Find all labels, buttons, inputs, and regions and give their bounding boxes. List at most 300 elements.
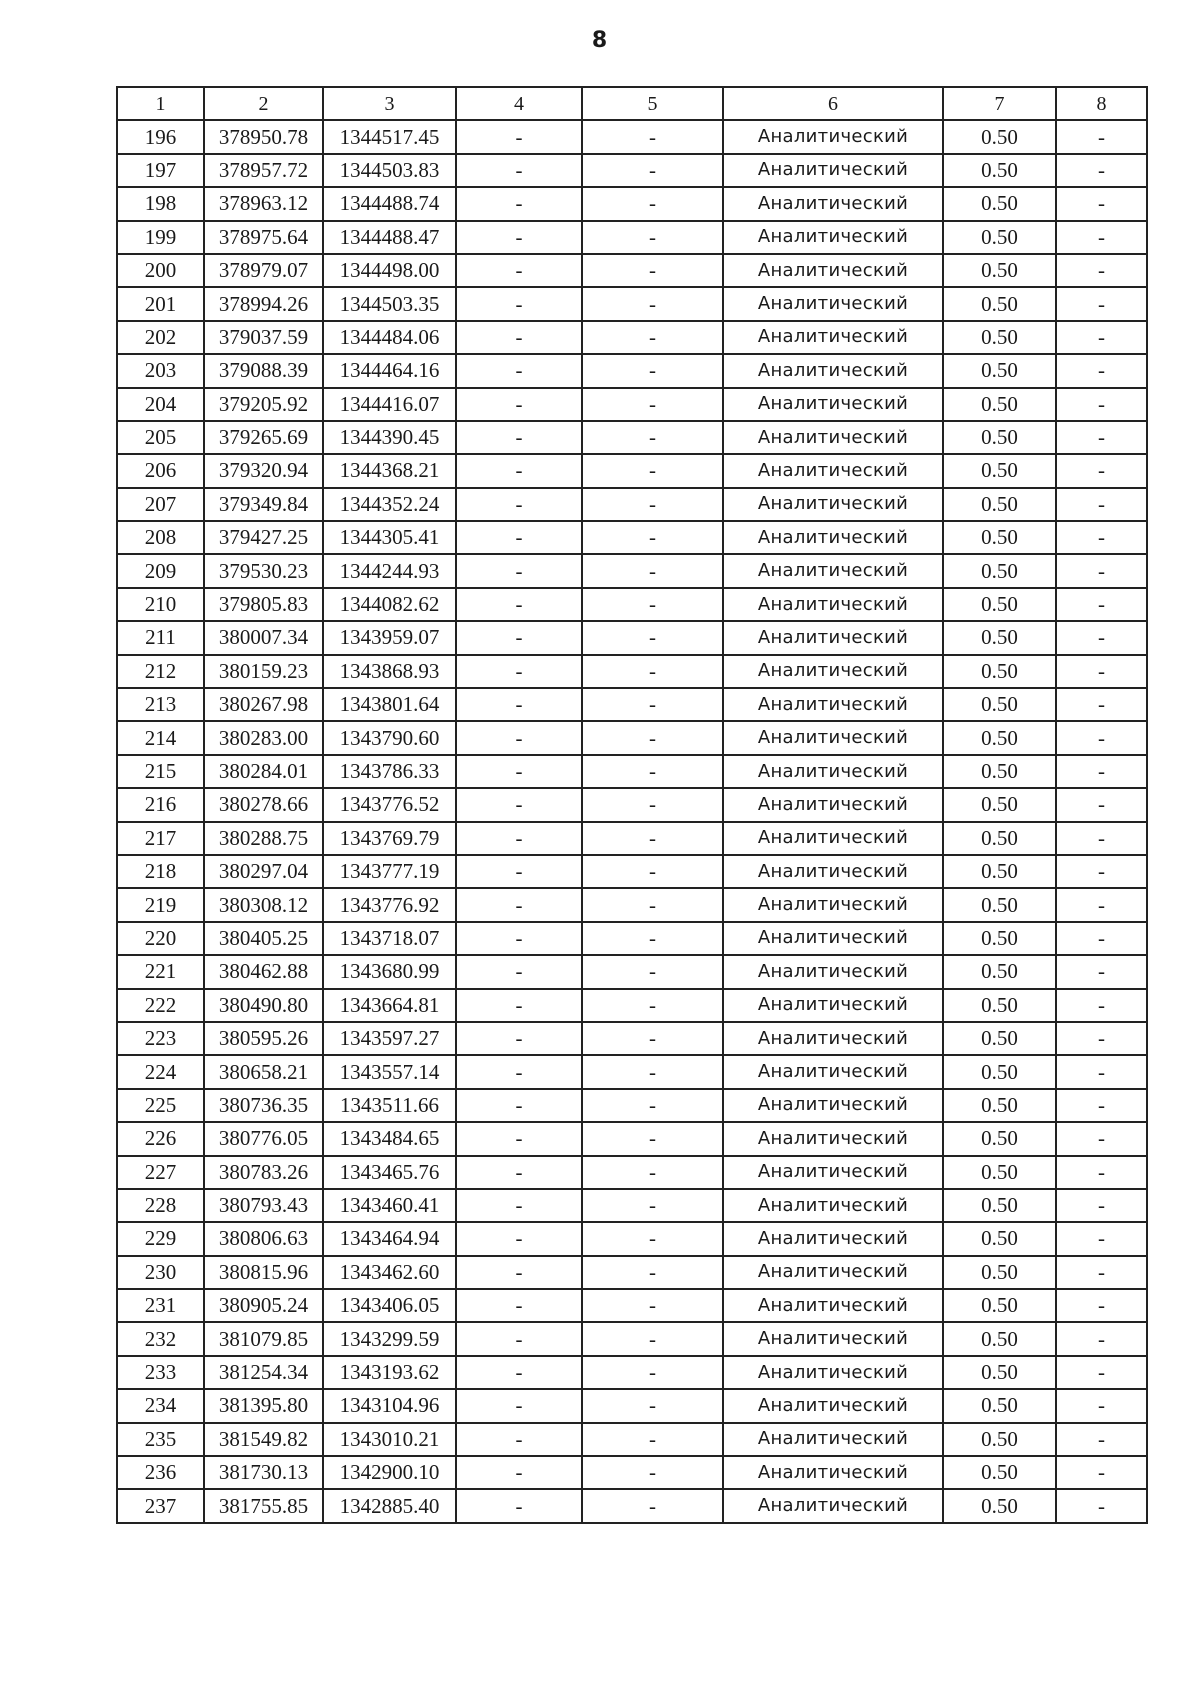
col8-cell: - bbox=[1056, 855, 1147, 888]
y-coordinate-cell: 1344368.21 bbox=[323, 454, 456, 487]
x-coordinate-cell: 380806.63 bbox=[204, 1222, 323, 1255]
table-row bbox=[117, 989, 1147, 1022]
y-coordinate-cell: 1343406.05 bbox=[323, 1289, 456, 1322]
x-coordinate-cell: 381254.34 bbox=[204, 1356, 323, 1389]
y-coordinate-cell: 1343460.41 bbox=[323, 1189, 456, 1222]
x-coordinate-cell: 380267.98 bbox=[204, 688, 323, 721]
y-coordinate-cell: 1343776.52 bbox=[323, 788, 456, 821]
col8-cell: - bbox=[1056, 1356, 1147, 1389]
point-number-cell: 234 bbox=[117, 1389, 204, 1422]
col8-cell: - bbox=[1056, 1022, 1147, 1055]
x-coordinate-cell: 380283.00 bbox=[204, 721, 323, 754]
method-cell: Аналитический bbox=[723, 1022, 943, 1055]
col4-cell: - bbox=[456, 1489, 582, 1522]
x-coordinate-cell: 379037.59 bbox=[204, 321, 323, 354]
col8-cell: - bbox=[1056, 254, 1147, 287]
method-cell: Аналитический bbox=[723, 120, 943, 153]
table-row bbox=[117, 855, 1147, 888]
col5-cell: - bbox=[582, 1222, 723, 1255]
point-number-cell: 211 bbox=[117, 621, 204, 654]
method-cell: Аналитический bbox=[723, 688, 943, 721]
table-row bbox=[117, 221, 1147, 254]
col8-cell: - bbox=[1056, 554, 1147, 587]
x-coordinate-cell: 381395.80 bbox=[204, 1389, 323, 1422]
col8-cell: - bbox=[1056, 388, 1147, 421]
method-cell: Аналитический bbox=[723, 354, 943, 387]
x-coordinate-cell: 380490.80 bbox=[204, 989, 323, 1022]
col5-cell: - bbox=[582, 588, 723, 621]
accuracy-cell: 0.50 bbox=[943, 321, 1056, 354]
col5-cell: - bbox=[582, 421, 723, 454]
y-coordinate-cell: 1343104.96 bbox=[323, 1389, 456, 1422]
point-number-cell: 206 bbox=[117, 454, 204, 487]
accuracy-cell: 0.50 bbox=[943, 1456, 1056, 1489]
x-coordinate-cell: 379349.84 bbox=[204, 488, 323, 521]
accuracy-cell: 0.50 bbox=[943, 554, 1056, 587]
table-row bbox=[117, 755, 1147, 788]
col5-cell: - bbox=[582, 855, 723, 888]
table-row bbox=[117, 1022, 1147, 1055]
x-coordinate-cell: 380658.21 bbox=[204, 1055, 323, 1088]
col4-cell: - bbox=[456, 187, 582, 220]
col5-cell: - bbox=[582, 354, 723, 387]
point-number-cell: 228 bbox=[117, 1189, 204, 1222]
col4-cell: - bbox=[456, 1089, 582, 1122]
y-coordinate-cell: 1344082.62 bbox=[323, 588, 456, 621]
col5-cell: - bbox=[582, 989, 723, 1022]
col4-cell: - bbox=[456, 221, 582, 254]
col4-cell: - bbox=[456, 1356, 582, 1389]
method-cell: Аналитический bbox=[723, 221, 943, 254]
table-row bbox=[117, 454, 1147, 487]
table-row bbox=[117, 721, 1147, 754]
point-number-cell: 212 bbox=[117, 655, 204, 688]
y-coordinate-cell: 1343868.93 bbox=[323, 655, 456, 688]
point-number-cell: 219 bbox=[117, 888, 204, 921]
x-coordinate-cell: 378975.64 bbox=[204, 221, 323, 254]
col5-cell: - bbox=[582, 788, 723, 821]
col5-cell: - bbox=[582, 1122, 723, 1155]
y-coordinate-cell: 1344517.45 bbox=[323, 120, 456, 153]
header-cell: 6 bbox=[723, 87, 943, 120]
point-number-cell: 204 bbox=[117, 388, 204, 421]
point-number-cell: 198 bbox=[117, 187, 204, 220]
x-coordinate-cell: 378963.12 bbox=[204, 187, 323, 220]
table-row bbox=[117, 1423, 1147, 1456]
col5-cell: - bbox=[582, 688, 723, 721]
col4-cell: - bbox=[456, 822, 582, 855]
y-coordinate-cell: 1344503.83 bbox=[323, 154, 456, 187]
table-row bbox=[117, 621, 1147, 654]
x-coordinate-cell: 381755.85 bbox=[204, 1489, 323, 1522]
point-number-cell: 216 bbox=[117, 788, 204, 821]
col4-cell: - bbox=[456, 421, 582, 454]
col4-cell: - bbox=[456, 521, 582, 554]
table-row bbox=[117, 655, 1147, 688]
col5-cell: - bbox=[582, 955, 723, 988]
x-coordinate-cell: 378957.72 bbox=[204, 154, 323, 187]
method-cell: Аналитический bbox=[723, 588, 943, 621]
y-coordinate-cell: 1342885.40 bbox=[323, 1489, 456, 1522]
method-cell: Аналитический bbox=[723, 1356, 943, 1389]
method-cell: Аналитический bbox=[723, 955, 943, 988]
point-number-cell: 225 bbox=[117, 1089, 204, 1122]
x-coordinate-cell: 380736.35 bbox=[204, 1089, 323, 1122]
method-cell: Аналитический bbox=[723, 1489, 943, 1522]
table-row bbox=[117, 1055, 1147, 1088]
x-coordinate-cell: 380007.34 bbox=[204, 621, 323, 654]
col5-cell: - bbox=[582, 721, 723, 754]
col8-cell: - bbox=[1056, 120, 1147, 153]
col4-cell: - bbox=[456, 855, 582, 888]
y-coordinate-cell: 1343664.81 bbox=[323, 989, 456, 1022]
col4-cell: - bbox=[456, 454, 582, 487]
y-coordinate-cell: 1344416.07 bbox=[323, 388, 456, 421]
method-cell: Аналитический bbox=[723, 822, 943, 855]
accuracy-cell: 0.50 bbox=[943, 1389, 1056, 1422]
point-number-cell: 227 bbox=[117, 1156, 204, 1189]
col4-cell: - bbox=[456, 888, 582, 921]
header-cell: 7 bbox=[943, 87, 1056, 120]
y-coordinate-cell: 1344305.41 bbox=[323, 521, 456, 554]
y-coordinate-cell: 1343959.07 bbox=[323, 621, 456, 654]
y-coordinate-cell: 1343680.99 bbox=[323, 955, 456, 988]
point-number-cell: 226 bbox=[117, 1122, 204, 1155]
accuracy-cell: 0.50 bbox=[943, 521, 1056, 554]
point-number-cell: 205 bbox=[117, 421, 204, 454]
x-coordinate-cell: 379205.92 bbox=[204, 388, 323, 421]
table-row bbox=[117, 388, 1147, 421]
col4-cell: - bbox=[456, 655, 582, 688]
col8-cell: - bbox=[1056, 1055, 1147, 1088]
col8-cell: - bbox=[1056, 354, 1147, 387]
table-row bbox=[117, 1356, 1147, 1389]
col5-cell: - bbox=[582, 287, 723, 320]
accuracy-cell: 0.50 bbox=[943, 888, 1056, 921]
x-coordinate-cell: 378950.78 bbox=[204, 120, 323, 153]
col5-cell: - bbox=[582, 1156, 723, 1189]
col4-cell: - bbox=[456, 1189, 582, 1222]
col8-cell: - bbox=[1056, 1122, 1147, 1155]
point-number-cell: 217 bbox=[117, 822, 204, 855]
table-row bbox=[117, 788, 1147, 821]
col4-cell: - bbox=[456, 287, 582, 320]
accuracy-cell: 0.50 bbox=[943, 1189, 1056, 1222]
col4-cell: - bbox=[456, 1423, 582, 1456]
col5-cell: - bbox=[582, 1189, 723, 1222]
col8-cell: - bbox=[1056, 488, 1147, 521]
table-row bbox=[117, 1456, 1147, 1489]
method-cell: Аналитический bbox=[723, 488, 943, 521]
y-coordinate-cell: 1344352.24 bbox=[323, 488, 456, 521]
col4-cell: - bbox=[456, 922, 582, 955]
method-cell: Аналитический bbox=[723, 755, 943, 788]
col8-cell: - bbox=[1056, 521, 1147, 554]
x-coordinate-cell: 380776.05 bbox=[204, 1122, 323, 1155]
accuracy-cell: 0.50 bbox=[943, 287, 1056, 320]
header-cell: 2 bbox=[204, 87, 323, 120]
y-coordinate-cell: 1343511.66 bbox=[323, 1089, 456, 1122]
method-cell: Аналитический bbox=[723, 1156, 943, 1189]
accuracy-cell: 0.50 bbox=[943, 1256, 1056, 1289]
x-coordinate-cell: 378994.26 bbox=[204, 287, 323, 320]
point-number-cell: 229 bbox=[117, 1222, 204, 1255]
col4-cell: - bbox=[456, 254, 582, 287]
col8-cell: - bbox=[1056, 1089, 1147, 1122]
col8-cell: - bbox=[1056, 1256, 1147, 1289]
col5-cell: - bbox=[582, 488, 723, 521]
y-coordinate-cell: 1344503.35 bbox=[323, 287, 456, 320]
method-cell: Аналитический bbox=[723, 1055, 943, 1088]
col5-cell: - bbox=[582, 1055, 723, 1088]
accuracy-cell: 0.50 bbox=[943, 989, 1056, 1022]
accuracy-cell: 0.50 bbox=[943, 1055, 1056, 1088]
col5-cell: - bbox=[582, 1256, 723, 1289]
point-number-cell: 196 bbox=[117, 120, 204, 153]
point-number-cell: 236 bbox=[117, 1456, 204, 1489]
point-number-cell: 209 bbox=[117, 554, 204, 587]
col4-cell: - bbox=[456, 621, 582, 654]
accuracy-cell: 0.50 bbox=[943, 1122, 1056, 1155]
y-coordinate-cell: 1343769.79 bbox=[323, 822, 456, 855]
col8-cell: - bbox=[1056, 1456, 1147, 1489]
col4-cell: - bbox=[456, 120, 582, 153]
method-cell: Аналитический bbox=[723, 1456, 943, 1489]
accuracy-cell: 0.50 bbox=[943, 254, 1056, 287]
table-row bbox=[117, 688, 1147, 721]
y-coordinate-cell: 1343193.62 bbox=[323, 1356, 456, 1389]
y-coordinate-cell: 1343299.59 bbox=[323, 1322, 456, 1355]
method-cell: Аналитический bbox=[723, 521, 943, 554]
method-cell: Аналитический bbox=[723, 421, 943, 454]
y-coordinate-cell: 1343786.33 bbox=[323, 755, 456, 788]
y-coordinate-cell: 1344244.93 bbox=[323, 554, 456, 587]
table-row bbox=[117, 1222, 1147, 1255]
col8-cell: - bbox=[1056, 922, 1147, 955]
point-number-cell: 202 bbox=[117, 321, 204, 354]
accuracy-cell: 0.50 bbox=[943, 1356, 1056, 1389]
method-cell: Аналитический bbox=[723, 388, 943, 421]
accuracy-cell: 0.50 bbox=[943, 1289, 1056, 1322]
header-cell: 3 bbox=[323, 87, 456, 120]
col5-cell: - bbox=[582, 1322, 723, 1355]
y-coordinate-cell: 1342900.10 bbox=[323, 1456, 456, 1489]
method-cell: Аналитический bbox=[723, 454, 943, 487]
table-row bbox=[117, 1089, 1147, 1122]
y-coordinate-cell: 1344484.06 bbox=[323, 321, 456, 354]
accuracy-cell: 0.50 bbox=[943, 120, 1056, 153]
x-coordinate-cell: 378979.07 bbox=[204, 254, 323, 287]
table-row bbox=[117, 521, 1147, 554]
table-row bbox=[117, 1289, 1147, 1322]
col4-cell: - bbox=[456, 788, 582, 821]
col5-cell: - bbox=[582, 254, 723, 287]
y-coordinate-cell: 1344488.74 bbox=[323, 187, 456, 220]
col8-cell: - bbox=[1056, 1322, 1147, 1355]
col8-cell: - bbox=[1056, 421, 1147, 454]
col4-cell: - bbox=[456, 154, 582, 187]
y-coordinate-cell: 1343777.19 bbox=[323, 855, 456, 888]
accuracy-cell: 0.50 bbox=[943, 922, 1056, 955]
table-row bbox=[117, 287, 1147, 320]
table-row bbox=[117, 822, 1147, 855]
point-number-cell: 220 bbox=[117, 922, 204, 955]
x-coordinate-cell: 379265.69 bbox=[204, 421, 323, 454]
col4-cell: - bbox=[456, 688, 582, 721]
table-row bbox=[117, 955, 1147, 988]
y-coordinate-cell: 1343597.27 bbox=[323, 1022, 456, 1055]
table-row bbox=[117, 1389, 1147, 1422]
point-number-cell: 213 bbox=[117, 688, 204, 721]
accuracy-cell: 0.50 bbox=[943, 621, 1056, 654]
method-cell: Аналитический bbox=[723, 287, 943, 320]
col8-cell: - bbox=[1056, 154, 1147, 187]
method-cell: Аналитический bbox=[723, 554, 943, 587]
x-coordinate-cell: 380297.04 bbox=[204, 855, 323, 888]
x-coordinate-cell: 379088.39 bbox=[204, 354, 323, 387]
method-cell: Аналитический bbox=[723, 254, 943, 287]
x-coordinate-cell: 380278.66 bbox=[204, 788, 323, 821]
y-coordinate-cell: 1343718.07 bbox=[323, 922, 456, 955]
x-coordinate-cell: 381549.82 bbox=[204, 1423, 323, 1456]
method-cell: Аналитический bbox=[723, 1089, 943, 1122]
col5-cell: - bbox=[582, 221, 723, 254]
accuracy-cell: 0.50 bbox=[943, 688, 1056, 721]
method-cell: Аналитический bbox=[723, 1289, 943, 1322]
table-row bbox=[117, 888, 1147, 921]
x-coordinate-cell: 379427.25 bbox=[204, 521, 323, 554]
y-coordinate-cell: 1343465.76 bbox=[323, 1156, 456, 1189]
point-number-cell: 207 bbox=[117, 488, 204, 521]
x-coordinate-cell: 381730.13 bbox=[204, 1456, 323, 1489]
col8-cell: - bbox=[1056, 655, 1147, 688]
accuracy-cell: 0.50 bbox=[943, 388, 1056, 421]
table-row bbox=[117, 1489, 1147, 1522]
col4-cell: - bbox=[456, 1256, 582, 1289]
col4-cell: - bbox=[456, 1156, 582, 1189]
method-cell: Аналитический bbox=[723, 1423, 943, 1456]
method-cell: Аналитический bbox=[723, 989, 943, 1022]
col5-cell: - bbox=[582, 822, 723, 855]
col5-cell: - bbox=[582, 1089, 723, 1122]
point-number-cell: 237 bbox=[117, 1489, 204, 1522]
accuracy-cell: 0.50 bbox=[943, 1222, 1056, 1255]
method-cell: Аналитический bbox=[723, 187, 943, 220]
method-cell: Аналитический bbox=[723, 1322, 943, 1355]
point-number-cell: 231 bbox=[117, 1289, 204, 1322]
accuracy-cell: 0.50 bbox=[943, 955, 1056, 988]
col4-cell: - bbox=[456, 1055, 582, 1088]
col8-cell: - bbox=[1056, 187, 1147, 220]
col8-cell: - bbox=[1056, 221, 1147, 254]
point-number-cell: 210 bbox=[117, 588, 204, 621]
y-coordinate-cell: 1344488.47 bbox=[323, 221, 456, 254]
point-number-cell: 215 bbox=[117, 755, 204, 788]
table-row bbox=[117, 1256, 1147, 1289]
table-row bbox=[117, 187, 1147, 220]
point-number-cell: 222 bbox=[117, 989, 204, 1022]
accuracy-cell: 0.50 bbox=[943, 187, 1056, 220]
col4-cell: - bbox=[456, 354, 582, 387]
col8-cell: - bbox=[1056, 1156, 1147, 1189]
col5-cell: - bbox=[582, 154, 723, 187]
col5-cell: - bbox=[582, 1356, 723, 1389]
point-number-cell: 232 bbox=[117, 1322, 204, 1355]
col4-cell: - bbox=[456, 955, 582, 988]
table-row bbox=[117, 120, 1147, 153]
method-cell: Аналитический bbox=[723, 621, 943, 654]
col8-cell: - bbox=[1056, 588, 1147, 621]
col5-cell: - bbox=[582, 187, 723, 220]
col8-cell: - bbox=[1056, 955, 1147, 988]
col8-cell: - bbox=[1056, 755, 1147, 788]
header-cell: 8 bbox=[1056, 87, 1147, 120]
x-coordinate-cell: 380288.75 bbox=[204, 822, 323, 855]
method-cell: Аналитический bbox=[723, 1122, 943, 1155]
point-number-cell: 223 bbox=[117, 1022, 204, 1055]
col4-cell: - bbox=[456, 755, 582, 788]
col4-cell: - bbox=[456, 1122, 582, 1155]
accuracy-cell: 0.50 bbox=[943, 822, 1056, 855]
method-cell: Аналитический bbox=[723, 1189, 943, 1222]
x-coordinate-cell: 380462.88 bbox=[204, 955, 323, 988]
col5-cell: - bbox=[582, 1423, 723, 1456]
table-row bbox=[117, 154, 1147, 187]
col4-cell: - bbox=[456, 1022, 582, 1055]
x-coordinate-cell: 379530.23 bbox=[204, 554, 323, 587]
x-coordinate-cell: 380159.23 bbox=[204, 655, 323, 688]
accuracy-cell: 0.50 bbox=[943, 1489, 1056, 1522]
col8-cell: - bbox=[1056, 1222, 1147, 1255]
col5-cell: - bbox=[582, 1289, 723, 1322]
col5-cell: - bbox=[582, 120, 723, 153]
x-coordinate-cell: 380284.01 bbox=[204, 755, 323, 788]
col8-cell: - bbox=[1056, 1423, 1147, 1456]
table-row bbox=[117, 1322, 1147, 1355]
y-coordinate-cell: 1343010.21 bbox=[323, 1423, 456, 1456]
accuracy-cell: 0.50 bbox=[943, 454, 1056, 487]
accuracy-cell: 0.50 bbox=[943, 588, 1056, 621]
col4-cell: - bbox=[456, 321, 582, 354]
method-cell: Аналитический bbox=[723, 1222, 943, 1255]
header-cell: 1 bbox=[117, 87, 204, 120]
accuracy-cell: 0.50 bbox=[943, 1089, 1056, 1122]
point-number-cell: 214 bbox=[117, 721, 204, 754]
col4-cell: - bbox=[456, 488, 582, 521]
accuracy-cell: 0.50 bbox=[943, 154, 1056, 187]
point-number-cell: 201 bbox=[117, 287, 204, 320]
col4-cell: - bbox=[456, 388, 582, 421]
method-cell: Аналитический bbox=[723, 1389, 943, 1422]
point-number-cell: 235 bbox=[117, 1423, 204, 1456]
col8-cell: - bbox=[1056, 1489, 1147, 1522]
y-coordinate-cell: 1343462.60 bbox=[323, 1256, 456, 1289]
col4-cell: - bbox=[456, 588, 582, 621]
table-body bbox=[117, 120, 1147, 1522]
y-coordinate-cell: 1343464.94 bbox=[323, 1222, 456, 1255]
x-coordinate-cell: 380783.26 bbox=[204, 1156, 323, 1189]
point-number-cell: 233 bbox=[117, 1356, 204, 1389]
accuracy-cell: 0.50 bbox=[943, 221, 1056, 254]
y-coordinate-cell: 1344498.00 bbox=[323, 254, 456, 287]
method-cell: Аналитический bbox=[723, 888, 943, 921]
col5-cell: - bbox=[582, 554, 723, 587]
method-cell: Аналитический bbox=[723, 721, 943, 754]
y-coordinate-cell: 1344390.45 bbox=[323, 421, 456, 454]
table-row bbox=[117, 1156, 1147, 1189]
accuracy-cell: 0.50 bbox=[943, 1156, 1056, 1189]
col4-cell: - bbox=[456, 721, 582, 754]
